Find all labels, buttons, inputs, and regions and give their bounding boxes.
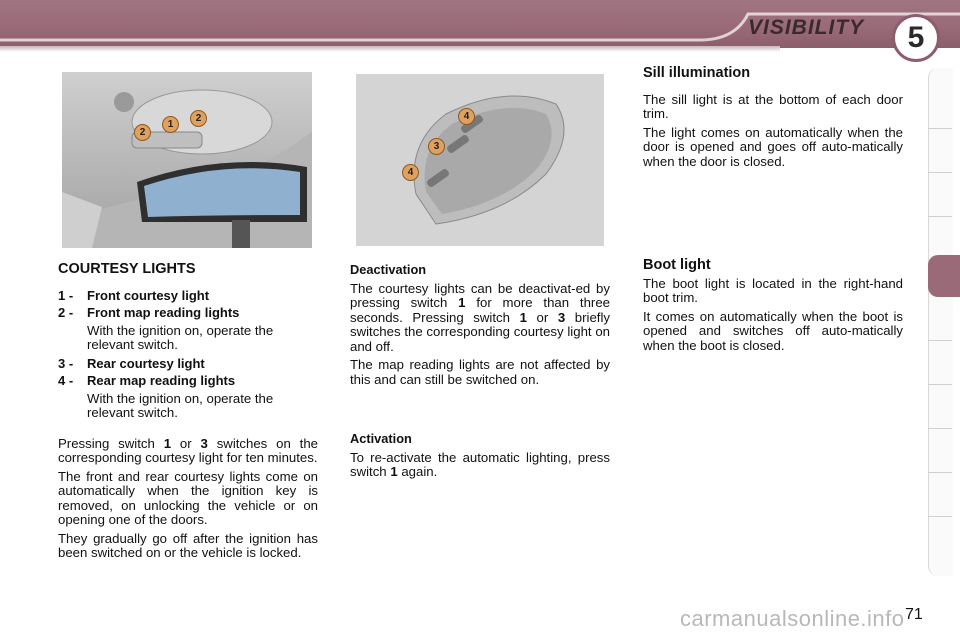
list-item (58, 289, 318, 304)
activation-paragraph: To re-activate the automatic lighting, press switch 1 again. (350, 449, 610, 479)
tab-divider (928, 516, 952, 517)
item-number: 3 - (58, 355, 74, 371)
item-label: Rear map reading lights (87, 373, 236, 388)
marker-switch-2: 2 (134, 124, 151, 141)
item-number: 2 - (58, 305, 74, 320)
rear-courtesy-light-photo (356, 74, 604, 246)
tab-divider (928, 340, 952, 341)
list-item (58, 306, 318, 321)
deactivation-heading: Deactivation (350, 262, 427, 277)
watermark: carmanualsonline.info (680, 606, 905, 631)
auto-off-paragraph: They gradually go off after the ignition has been switched on or the vehicle is locked. (58, 530, 318, 560)
deactivation-section (350, 263, 610, 391)
page-number: 71 (905, 606, 923, 623)
sill-location-paragraph: The sill light is at the bottom of each door trim. (643, 91, 903, 121)
boot-light-heading: Boot light (643, 257, 711, 273)
front-courtesy-light-photo (62, 72, 312, 248)
deactivation-paragraph: The courtesy lights can be deactivat-ed by pressing switch 1 for more than three seconds. Pressing switch 1 or 3 briefly switches the corresponding courtesy light on and off. (350, 280, 610, 354)
marker-switch-2: 2 (190, 110, 207, 127)
activation-section (350, 432, 610, 484)
pressing-switch-paragraph: Pressing switch 1 or 3 switches on the corresponding courtesy light for ten minutes. (58, 435, 319, 465)
item-note: With the ignition on, operate the relevant switch. (87, 390, 274, 420)
activation-heading: Activation (350, 431, 412, 446)
chapter-tabs (928, 68, 952, 576)
marker-switch-1: 1 (162, 116, 179, 133)
tab-divider (928, 384, 952, 385)
marker-switch-3: 3 (428, 138, 445, 155)
tab-divider (928, 128, 952, 129)
tab-divider (928, 216, 952, 217)
item-label: Front map reading lights (87, 305, 240, 320)
auto-on-paragraph: The front and rear courtesy lights come on automatically when the ignition key is removed, on unlocking the vehicle or on opening one of the doors. (58, 468, 318, 527)
item-label: Front courtesy light (87, 287, 210, 303)
item-number: 1 - (58, 287, 74, 303)
tab-divider (928, 172, 952, 173)
marker-switch-4: 4 (402, 164, 419, 181)
tab-active-chapter[interactable] (928, 255, 960, 297)
chapter-title: VISIBILITY (748, 16, 865, 39)
courtesy-lights-heading: COURTESY LIGHTS (58, 261, 196, 277)
tab-strip (928, 68, 953, 576)
item-number: 4 - (58, 373, 74, 388)
sill-illumination-heading: Sill illumination (643, 65, 751, 81)
front-console-illustration (62, 72, 312, 248)
sill-auto-paragraph: The light comes on automatically when the door is opened and goes off auto-matically when the door is closed. (643, 124, 903, 169)
boot-location-paragraph: The boot light is located in the right-hand boot trim. (643, 275, 903, 305)
boot-auto-paragraph: It comes on automatically when the boot is opened and switches off auto-matically when the boot is closed. (643, 308, 903, 353)
sill-illumination-section (643, 66, 903, 173)
marker-switch-4: 4 (458, 108, 475, 125)
tab-divider (928, 428, 952, 429)
boot-light-section (643, 258, 903, 357)
map-lights-paragraph: The map reading lights are not affected by this and can still be switched on. (350, 357, 610, 387)
tab-divider (928, 472, 952, 473)
courtesy-lights-section (58, 262, 318, 565)
list-item (58, 374, 318, 389)
item-note: With the ignition on, operate the relevant switch. (87, 322, 274, 352)
item-label: Rear courtesy light (87, 355, 205, 371)
rear-console-illustration (356, 74, 604, 246)
list-item (58, 357, 318, 372)
chapter-number-badge: 5 (892, 14, 940, 62)
